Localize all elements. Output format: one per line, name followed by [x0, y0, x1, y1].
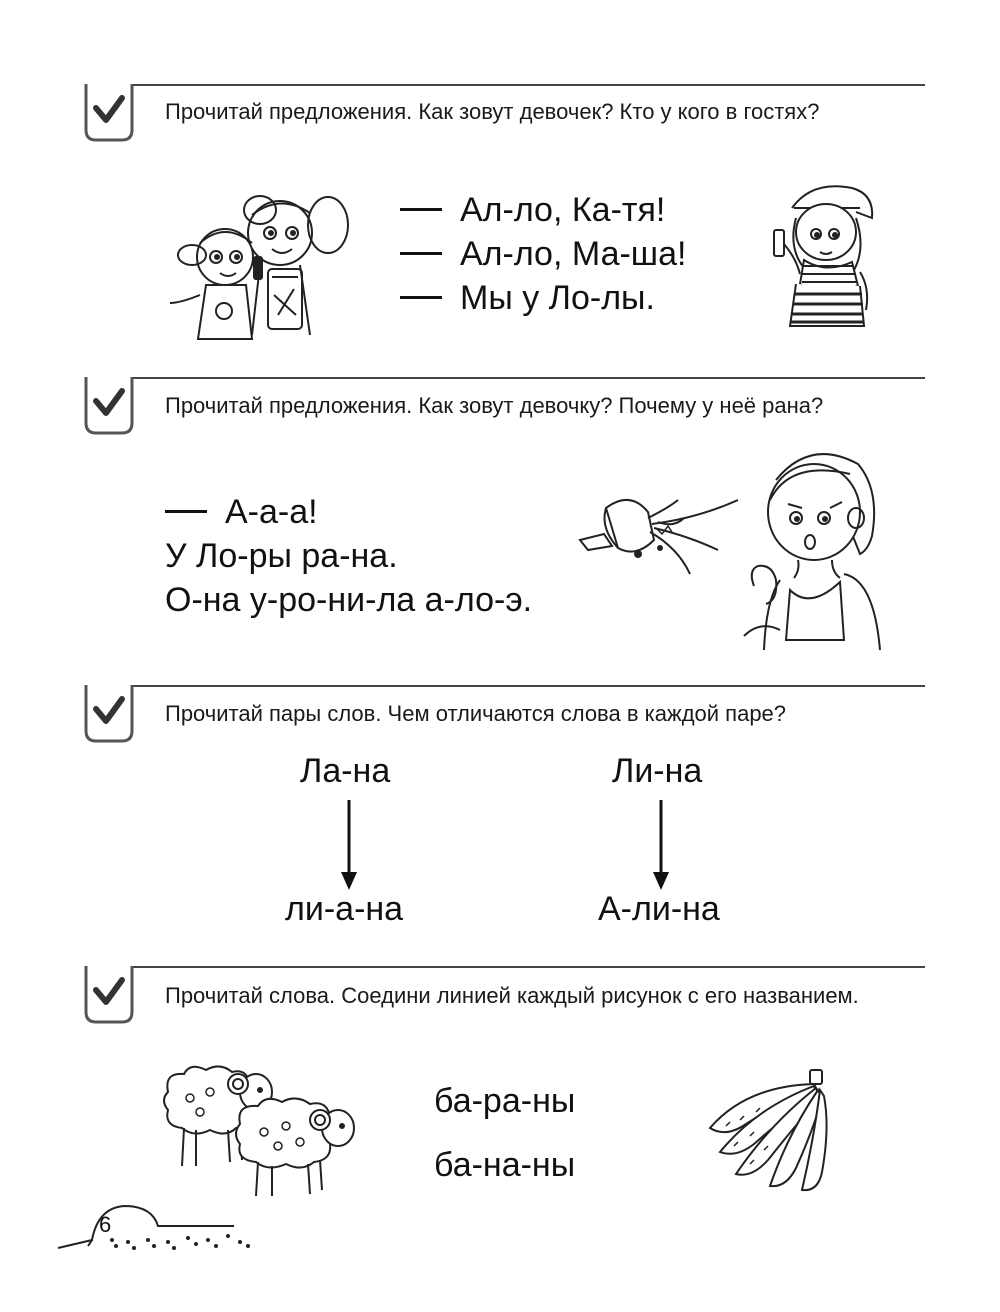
page-number: 6: [99, 1212, 112, 1237]
sentence-line: [400, 188, 686, 232]
section-rule: [85, 966, 925, 968]
dash-mark: [400, 252, 442, 255]
checkmark-badge-icon: [84, 377, 134, 435]
word-option: ба-на-ны: [434, 1146, 576, 1184]
sentence-text: У Ло-ры ра-на.: [165, 537, 398, 575]
task2-instruction: Прочитай предложения. Как зовут девочку? Почему у неё рана?: [165, 393, 824, 418]
task1-sentences: [400, 188, 686, 320]
dash-mark: [400, 296, 442, 299]
girls-with-phone-illustration: [160, 185, 360, 345]
sheep-illustration[interactable]: [160, 1062, 360, 1202]
word-option: ба-ра-ны: [434, 1082, 576, 1120]
crying-girl-illustration: [740, 440, 890, 652]
pair1-top-word: Ла-на: [300, 752, 391, 790]
bananas-illustration[interactable]: [706, 1068, 846, 1192]
arrow-down-icon: [339, 800, 359, 892]
fallen-aloe-pot-illustration: [578, 488, 748, 578]
task4-instruction: Прочитай слова. Соедини линией каждый рисунок с его названием.: [165, 983, 859, 1008]
arrow-down-icon: [651, 800, 671, 892]
section-rule: [85, 685, 925, 687]
mound-with-footprints-icon: [58, 1196, 268, 1260]
sentence-line: [400, 232, 686, 276]
checkmark-badge-icon: [84, 966, 134, 1024]
pair1-bottom-word: ли-а-на: [285, 890, 404, 928]
sentence-text: О-на у-ро-ни-ла а-ло-э.: [165, 581, 533, 619]
section-rule: [85, 84, 925, 86]
task3-instruction: Прочитай пары слов. Чем отличаются слова в каждой паре?: [165, 701, 787, 726]
pair2-top-word: Ли-на: [612, 752, 703, 790]
task2-sentences: [165, 490, 532, 622]
checkmark-badge-icon: [84, 84, 134, 142]
checkmark-badge-icon: [84, 685, 134, 743]
sentence-text: А-а-а!: [225, 493, 318, 531]
sentence-line: [165, 490, 532, 534]
sentence-line: [165, 534, 532, 578]
dash-mark: [400, 208, 442, 211]
pair2-bottom-word: А-ли-на: [598, 890, 720, 928]
sentence-line: [165, 578, 532, 622]
task1-instruction: Прочитай предложения. Как зовут девочек? Кто у кого в гостях?: [165, 99, 820, 124]
sentence-text: Ал-ло, Ма-ша!: [460, 235, 687, 273]
sentence-line: [400, 276, 686, 320]
girl-with-phone-illustration: [768, 178, 888, 330]
sentence-text: Ал-ло, Ка-тя!: [460, 191, 666, 229]
dash-mark: [165, 510, 207, 513]
section-rule: [85, 377, 925, 379]
sentence-text: Мы у Ло-лы.: [460, 279, 655, 317]
